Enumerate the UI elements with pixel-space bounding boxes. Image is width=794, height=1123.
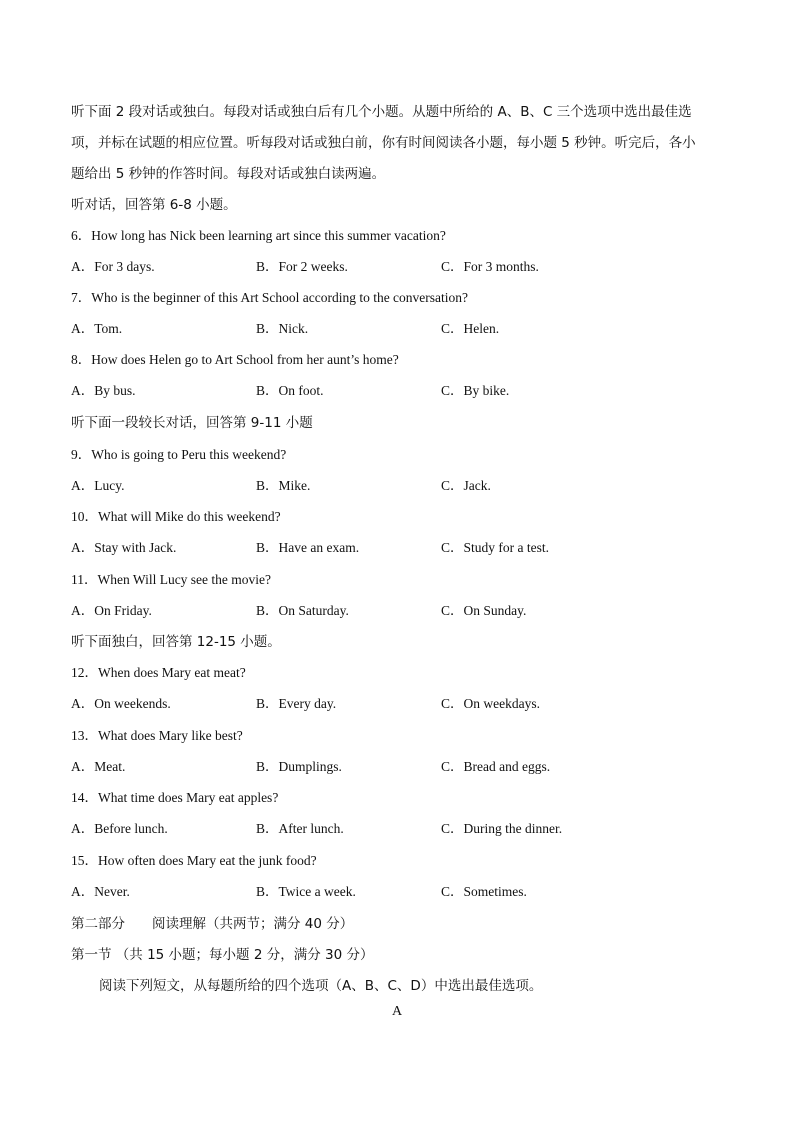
question-9: 9．Who is going to Peru this weekend? <box>71 447 287 462</box>
q9-option-c: C．Jack. <box>441 478 491 493</box>
q9-option-b: B．Mike. <box>256 478 311 493</box>
q7-option-a: A．Tom. <box>71 321 123 336</box>
q14-option-b: B．After lunch. <box>256 821 344 836</box>
question-6: 6．How long has Nick been learning art since this summer vacation? <box>71 228 446 243</box>
q15-option-b: B．Twice a week. <box>256 884 356 899</box>
section-heading-dialogue-6-8: 听对话，回答第 6-8 小题。 <box>71 197 237 213</box>
reading-instruction: 阅读下列短文，从每题所给的四个选项（A、B、C、D）中选出最佳选项。 <box>99 978 543 994</box>
q6-option-b: B．For 2 weeks. <box>256 259 348 274</box>
question-14: 14．What time does Mary eat apples? <box>71 790 279 805</box>
q14-option-a: A．Before lunch. <box>71 821 168 836</box>
q10-option-c: C．Study for a test. <box>441 540 549 555</box>
q12-option-a: A．On weekends. <box>71 696 171 711</box>
q11-option-c: C．On Sunday. <box>441 603 527 618</box>
instructions-line-3: 题给出 5 秒钟的作答时间。每段对话或独白读两遍。 <box>71 166 386 182</box>
q15-option-a: A．Never. <box>71 884 130 899</box>
section-one-heading: 第一节 （共 15 小题；每小题 2 分，满分 30 分） <box>71 947 374 963</box>
question-13: 13．What does Mary like best? <box>71 728 243 743</box>
q8-option-a: A．By bus. <box>71 383 136 398</box>
q10-option-a: A．Stay with Jack. <box>71 540 177 555</box>
instructions-line-1: 听下面 2 段对话或独白。每段对话或独白后有几个小题。从题中所给的 A、B、C 三个选项中选出最佳选 <box>71 104 692 120</box>
instructions-line-2: 项，并标在试题的相应位置。听每段对话或独白前，你有时间阅读各小题，每小题 5 秒钟。听完后，各小 <box>71 135 696 151</box>
question-8: 8．How does Helen go to Art School from her aunt’s home? <box>71 352 399 367</box>
q14-option-c: C．During the dinner. <box>441 821 563 836</box>
section-heading-monologue-12-15: 听下面独白，回答第 12-15 小题。 <box>71 634 281 650</box>
part-two-heading: 第二部分 阅读理解（共两节；满分 40 分） <box>71 916 354 932</box>
question-7: 7．Who is the beginner of this Art School according to the conversation? <box>71 290 469 305</box>
question-15: 15．How often does Mary eat the junk food? <box>71 853 317 868</box>
q6-option-c: C．For 3 months. <box>441 259 539 274</box>
q12-option-c: C．On weekdays. <box>441 696 540 711</box>
q8-option-b: B．On foot. <box>256 383 324 398</box>
q13-option-c: C．Bread and eggs. <box>441 759 551 774</box>
q11-option-b: B．On Saturday. <box>256 603 349 618</box>
q12-option-b: B．Every day. <box>256 696 337 711</box>
q10-option-b: B．Have an exam. <box>256 540 360 555</box>
q7-option-c: C．Helen. <box>441 321 500 336</box>
passage-label: A <box>391 1004 403 1019</box>
q13-option-b: B．Dumplings. <box>256 759 342 774</box>
section-heading-dialogue-9-11: 听下面一段较长对话，回答第 9-11 小题 <box>71 415 313 431</box>
question-10: 10．What will Mike do this weekend? <box>71 509 281 524</box>
question-12: 12．When does Mary eat meat? <box>71 665 246 680</box>
q6-option-a: A．For 3 days. <box>71 259 155 274</box>
question-11: 11．When Will Lucy see the movie? <box>71 572 272 587</box>
q7-option-b: B．Nick. <box>256 321 309 336</box>
q8-option-c: C．By bike. <box>441 383 510 398</box>
q15-option-c: C．Sometimes. <box>441 884 527 899</box>
q11-option-a: A．On Friday. <box>71 603 152 618</box>
q9-option-a: A．Lucy. <box>71 478 125 493</box>
q13-option-a: A．Meat. <box>71 759 126 774</box>
